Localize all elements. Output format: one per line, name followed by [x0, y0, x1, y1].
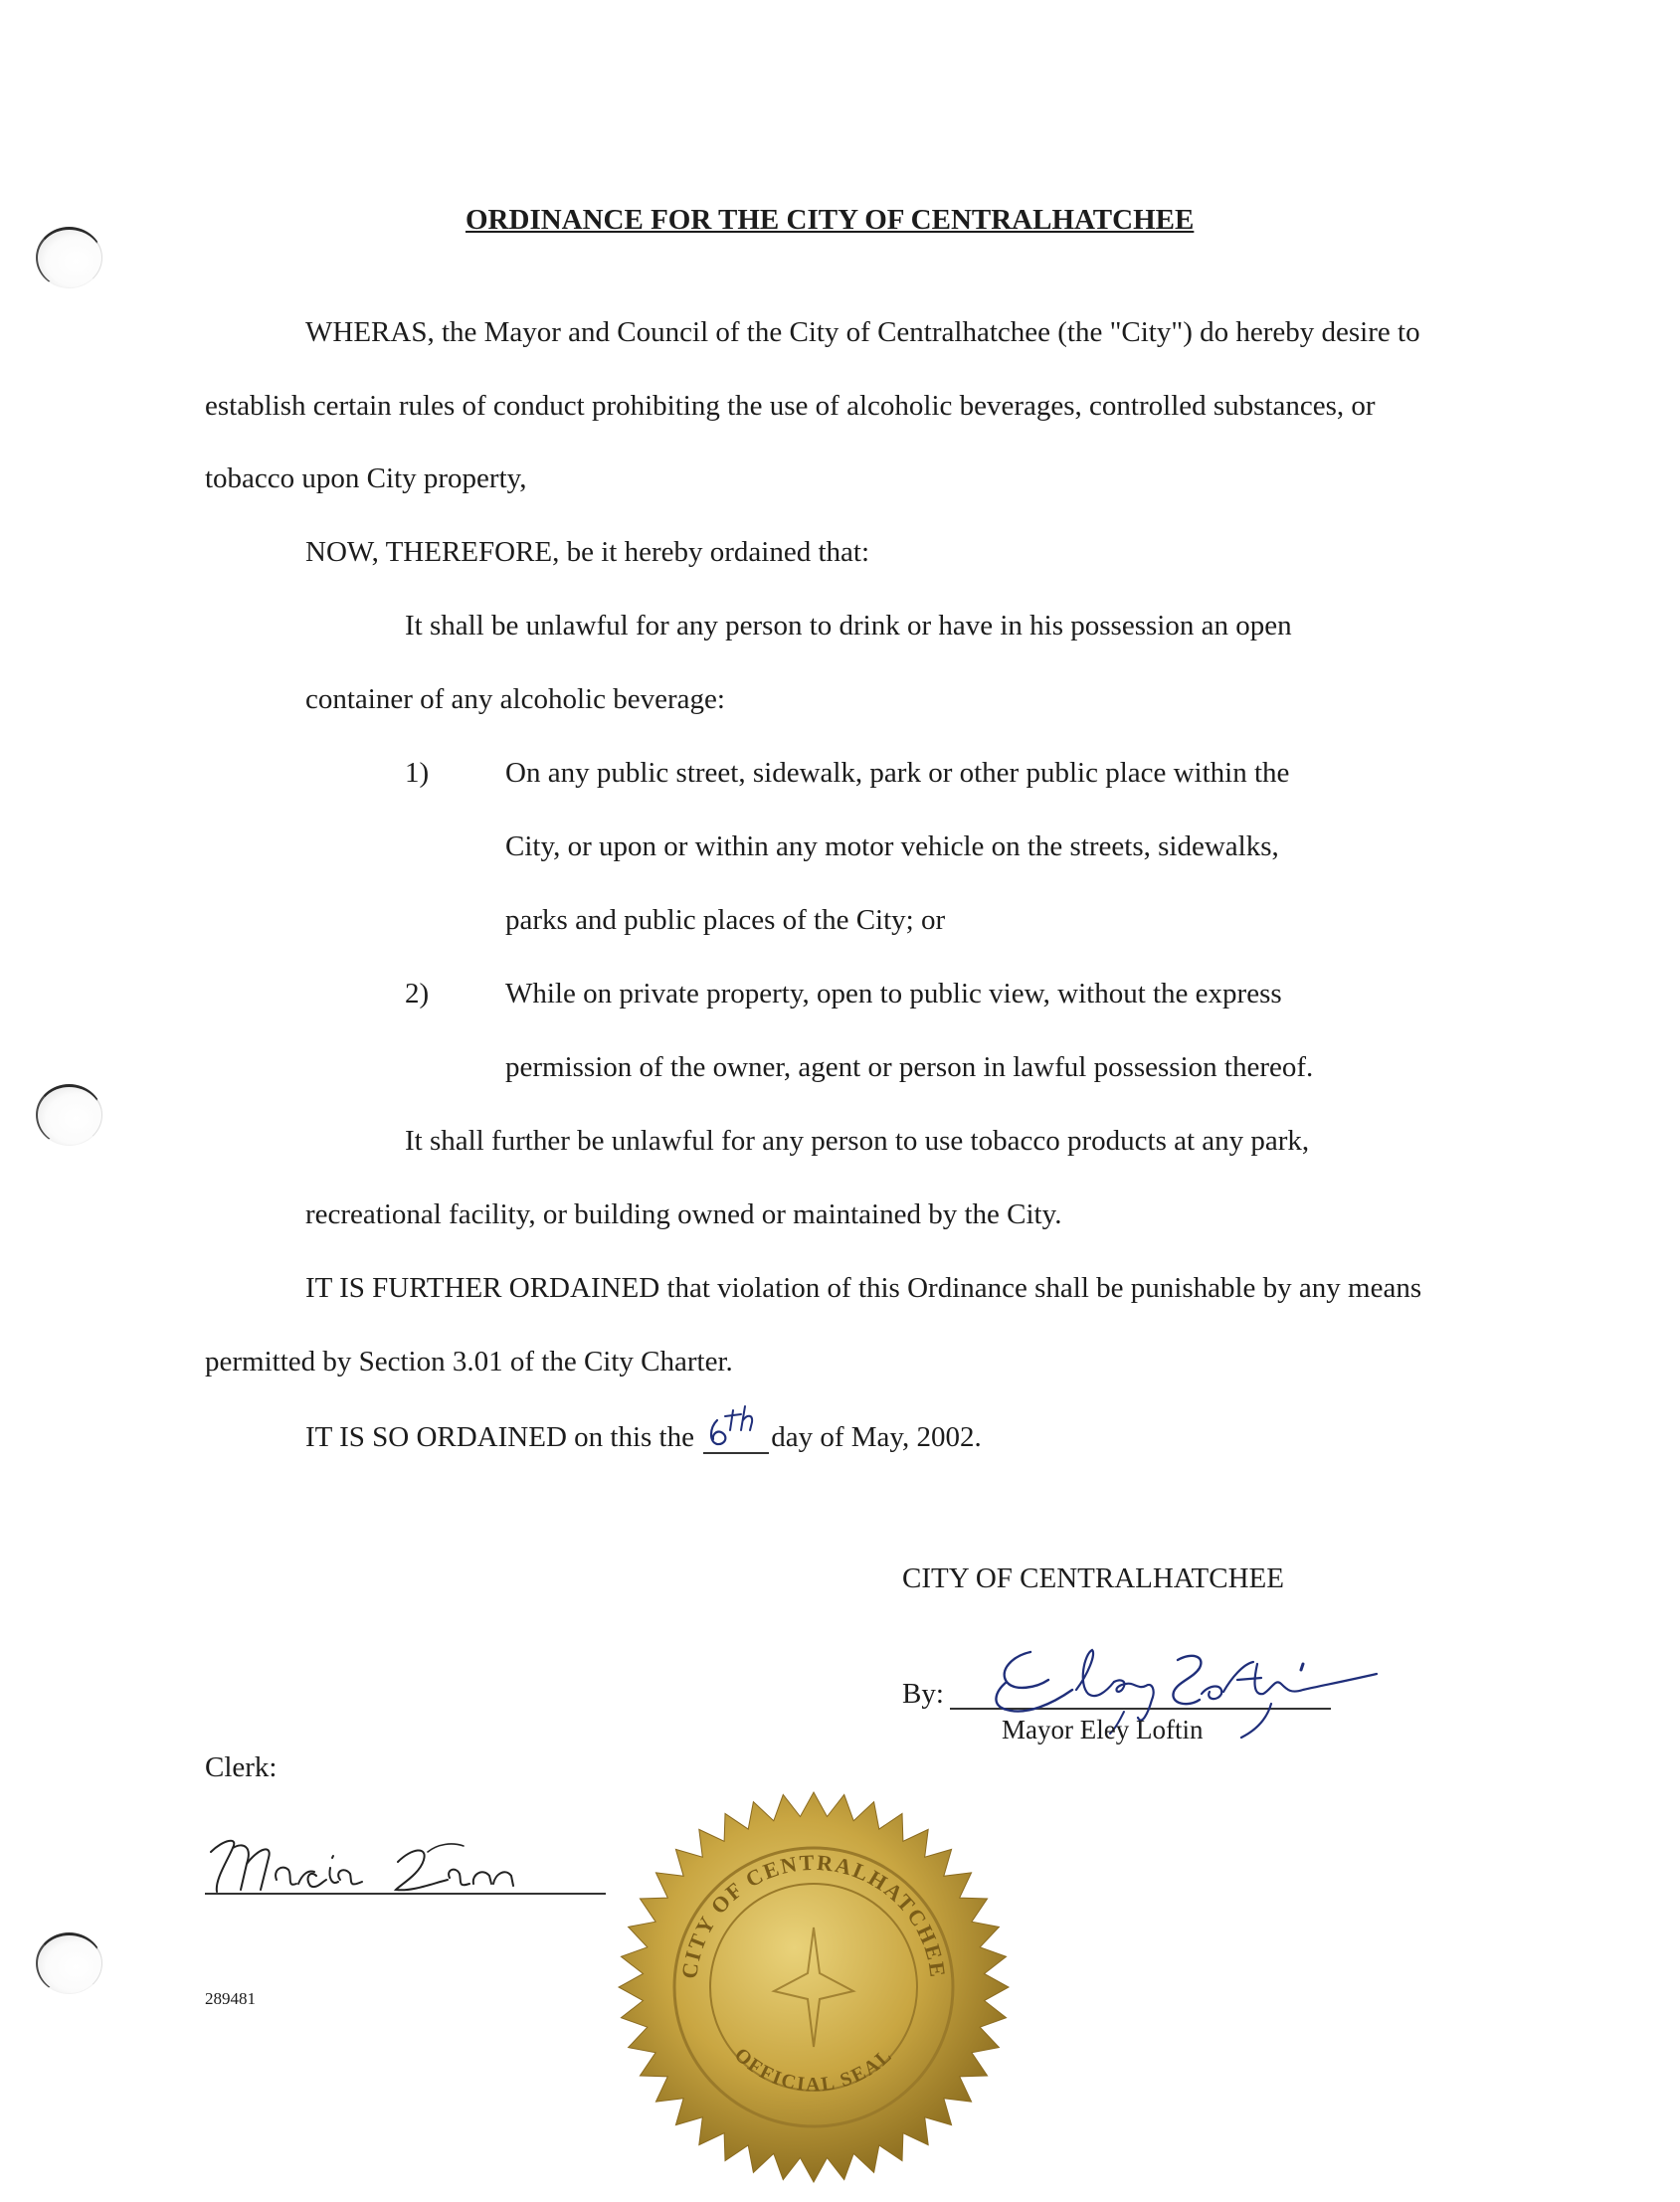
item-1-line-3: parks and public places of the City; or: [505, 904, 946, 936]
by-label: By:: [902, 1678, 944, 1710]
clerk-signature: [203, 1818, 621, 1908]
tobacco-clause-line-2: recreational facility, or building owned or maintained by the City.: [305, 1198, 1062, 1230]
clerk-label: Clerk:: [205, 1751, 278, 1783]
so-ordained-suffix: day of May, 2002.: [771, 1421, 982, 1453]
binder-hole-bottom: [36, 1932, 102, 1994]
official-seal-icon: [615, 1778, 1013, 2196]
page-title: ORDINANCE FOR THE CITY OF CENTRALHATCHEE: [466, 204, 1195, 236]
whereas-line-1: WHERAS, the Mayor and Council of the City of Centralhatchee (the "City") do hereby desire to: [305, 316, 1420, 348]
so-ordained-line: [305, 1418, 982, 1454]
binder-hole-middle: [36, 1084, 102, 1146]
tobacco-clause-line-1: It shall further be unlawful for any person to use tobacco products at any park,: [405, 1125, 1310, 1157]
clause-intro-line-2: container of any alcoholic beverage:: [305, 683, 725, 715]
clause-intro-line-1: It shall be unlawful for any person to drink or have in his possession an open: [405, 610, 1292, 642]
item-2-line-1: While on private property, open to public view, without the express: [505, 978, 1282, 1009]
seal-text-bottom: OFFICIAL SEAL: [730, 2043, 897, 2097]
signature-city: CITY OF CENTRALHATCHEE: [902, 1562, 1284, 1594]
item-1-line-2: City, or upon or within any motor vehicle on the streets, sidewalks,: [505, 830, 1279, 862]
so-ordained-prefix: IT IS SO ORDAINED on this the: [305, 1421, 694, 1453]
further-ordained-line-2: permitted by Section 3.01 of the City Charter.: [205, 1346, 733, 1377]
whereas-line-2: establish certain rules of conduct prohibiting the use of alcoholic beverages, controlled substances, or: [205, 390, 1376, 422]
binder-hole-top: [36, 227, 102, 288]
item-2-number: 2): [405, 978, 430, 1009]
now-therefore: NOW, THEREFORE, be it hereby ordained that:: [305, 536, 870, 568]
day-blank: [703, 1418, 769, 1454]
document-number: 289481: [205, 1989, 256, 2008]
further-ordained-line-1: IT IS FURTHER ORDAINED that violation of this Ordinance shall be punishable by any means: [305, 1272, 1422, 1304]
item-1-number: 1): [405, 757, 430, 789]
mayor-name: Mayor Eley Loftin: [1002, 1715, 1204, 1744]
item-2-line-2: permission of the owner, agent or person in lawful possession thereof.: [505, 1051, 1314, 1083]
day-handwritten: [703, 1404, 769, 1454]
seal-text-top: CITY OF CENTRALHATCHEE: [676, 1849, 951, 1980]
item-1-line-1: On any public street, sidewalk, park or other public place within the: [505, 757, 1290, 789]
whereas-line-3: tobacco upon City property,: [205, 462, 527, 494]
